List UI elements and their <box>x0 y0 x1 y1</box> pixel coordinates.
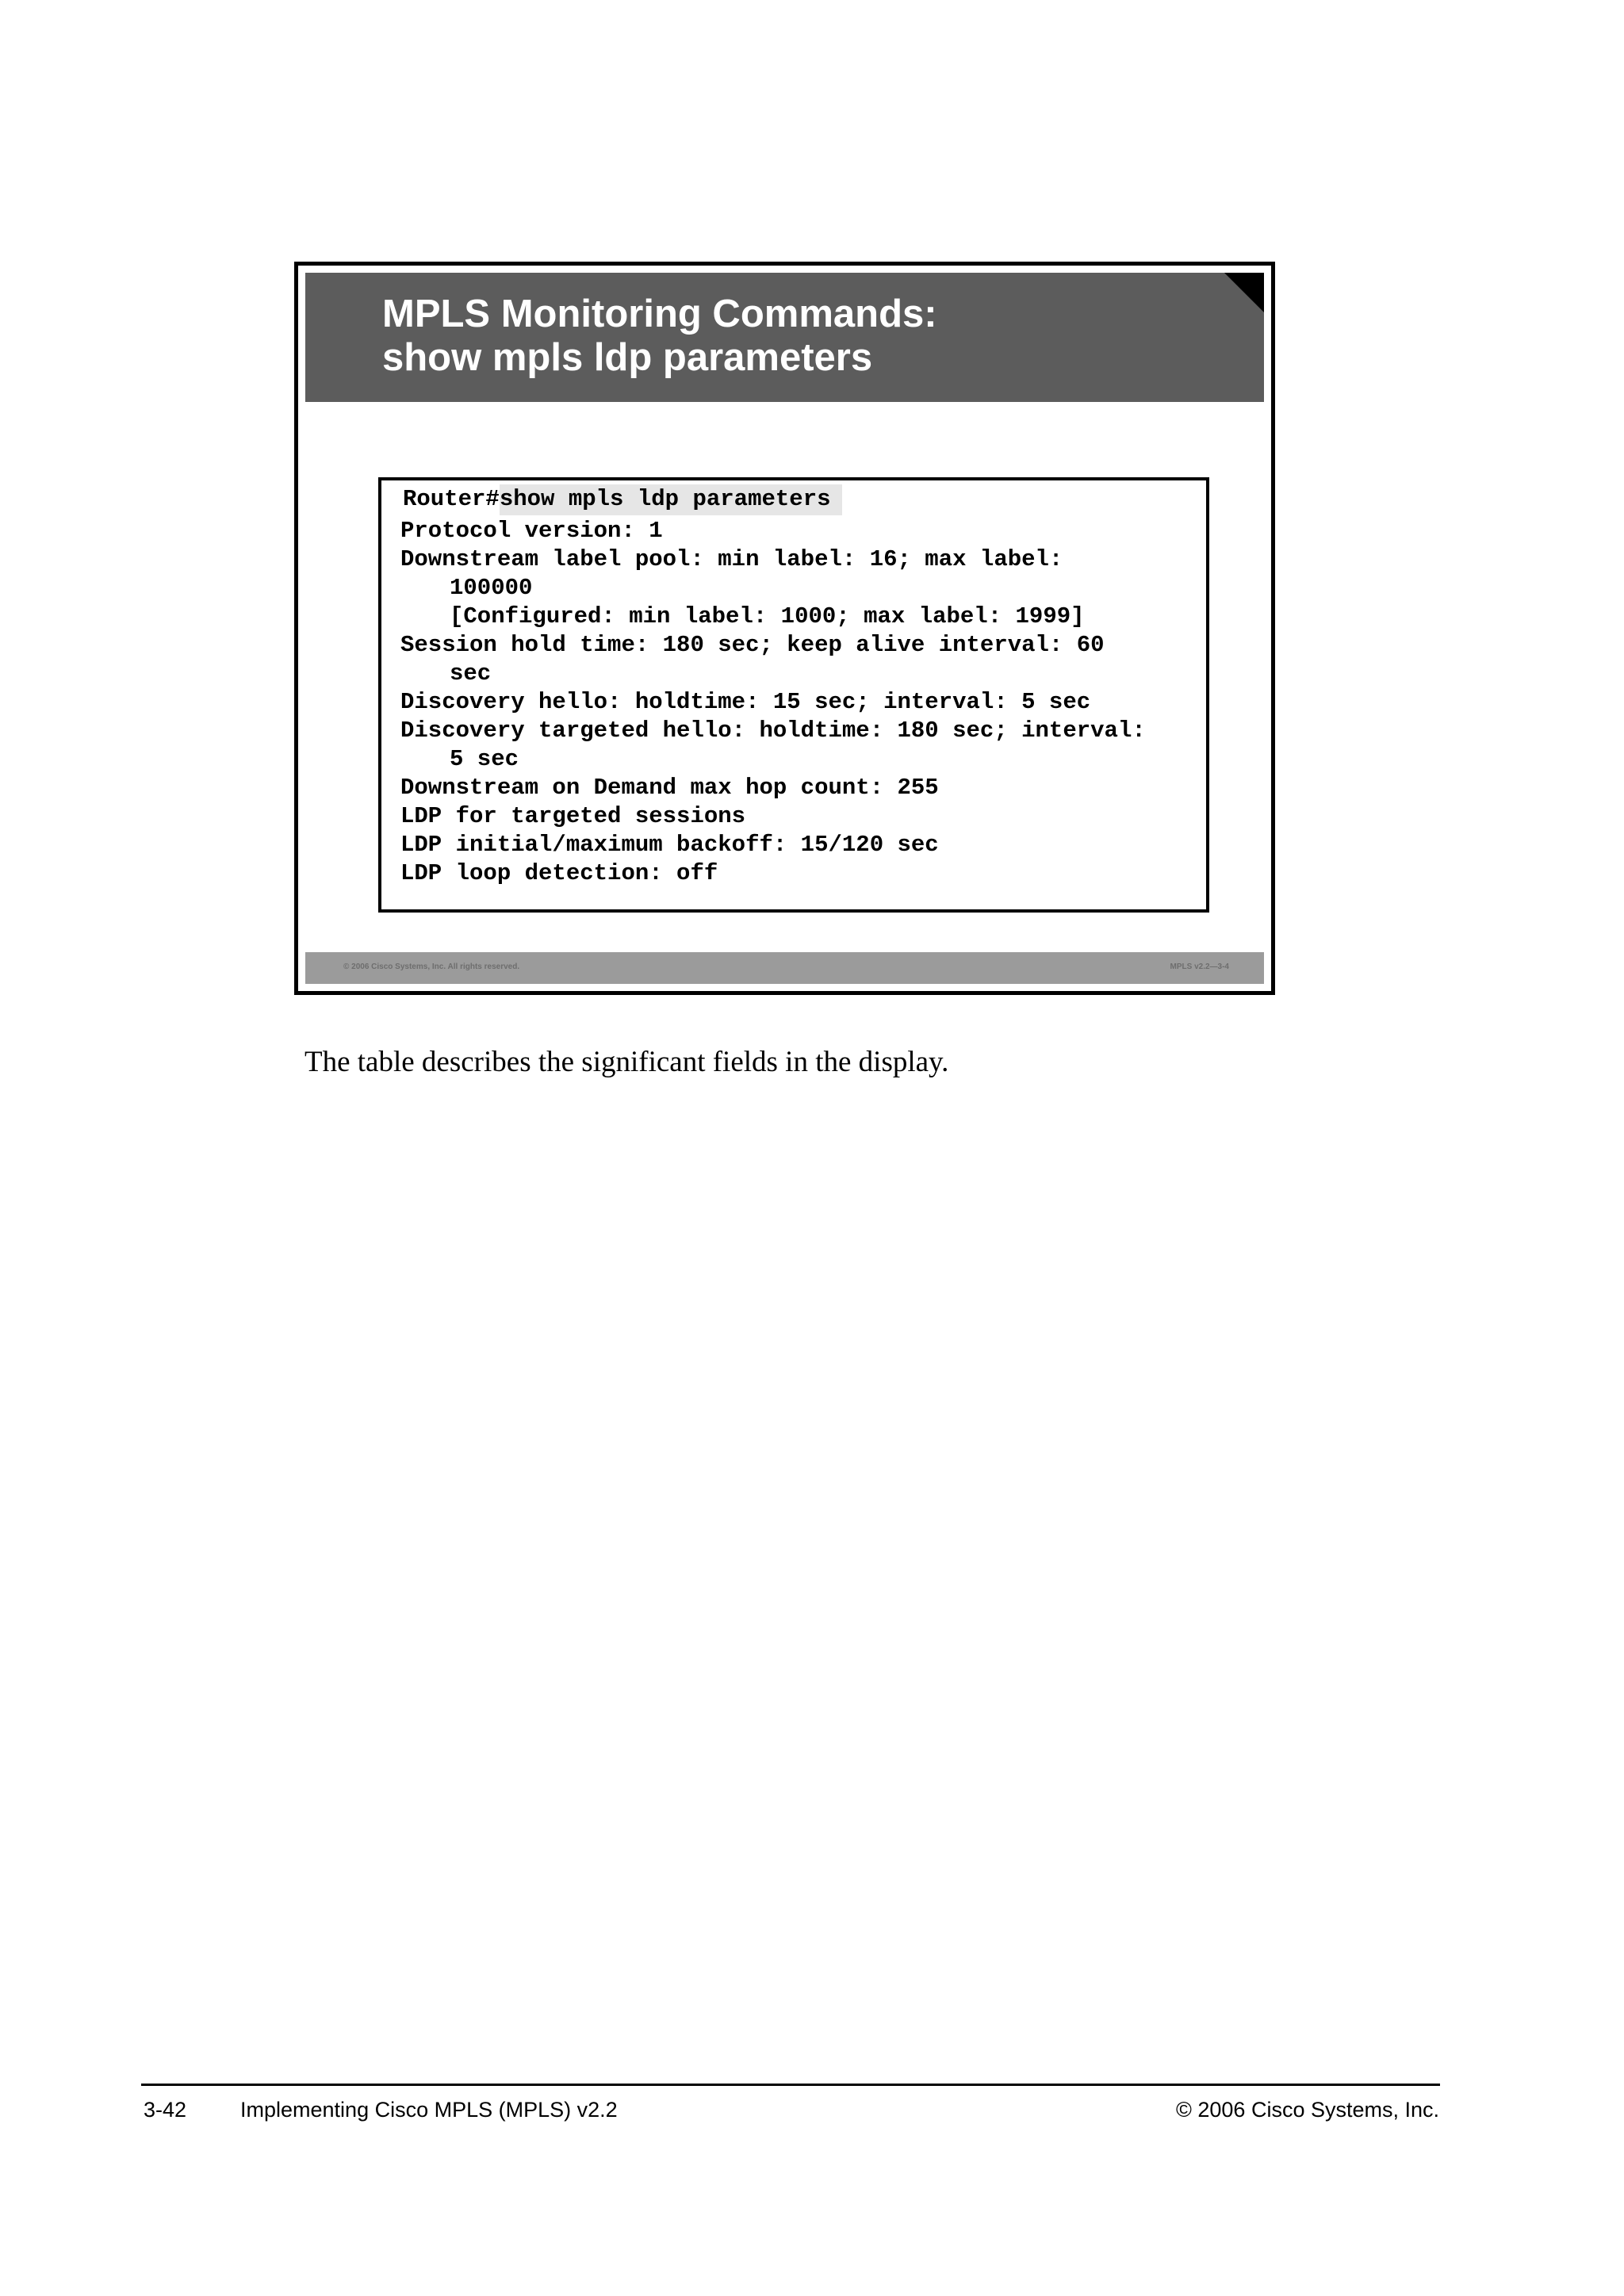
console-line: 5 sec <box>450 746 519 772</box>
slide-title-line-2: show mpls ldp parameters <box>382 336 873 379</box>
console-output-box <box>378 477 1209 913</box>
corner-triangle-icon <box>1224 273 1264 312</box>
console-line: Downstream label pool: min label: 16; max label: <box>400 546 1063 572</box>
body-paragraph: The table describes the significant fields in the display. <box>304 1046 949 1078</box>
console-line: [Configured: min label: 1000; max label: 1999] <box>450 603 1085 629</box>
page-number: 3-42 <box>144 2098 187 2122</box>
slide-title-line-1: MPLS Monitoring Commands: <box>382 293 937 335</box>
console-line: Discovery targeted hello: holdtime: 180 sec; interval: <box>400 718 1146 744</box>
slide-header <box>305 273 1264 402</box>
console-line: Protocol version: 1 <box>400 518 663 544</box>
slide-footer-slide-number: MPLS v2.2—3-4 <box>1170 962 1229 971</box>
page-copyright: © 2006 Cisco Systems, Inc. <box>1175 2098 1439 2122</box>
slide-footer-copyright: © 2006 Cisco Systems, Inc. All rights reserved. <box>343 962 520 971</box>
console-line: LDP initial/maximum backoff: 15/120 sec <box>400 832 939 858</box>
console-prompt: Router# <box>403 486 500 512</box>
console-line: LDP loop detection: off <box>400 860 718 886</box>
console-command-line <box>403 485 842 514</box>
slide-title <box>382 293 937 380</box>
console-line: 100000 <box>450 575 533 601</box>
console-line: Session hold time: 180 sec; keep alive interval: 60 <box>400 632 1105 658</box>
book-title: Implementing Cisco MPLS (MPLS) v2.2 <box>240 2098 618 2122</box>
slide-frame <box>294 262 1275 995</box>
slide-content <box>305 273 1264 984</box>
console-line: Discovery hello: holdtime: 15 sec; interval: 5 sec <box>400 689 1091 715</box>
page-footer-rule <box>141 2084 1440 2086</box>
console-command: show mpls ldp parameters <box>500 484 842 515</box>
console-line: LDP for targeted sessions <box>400 803 746 829</box>
console-line: sec <box>450 660 492 687</box>
slide-footer <box>305 952 1264 984</box>
console-line: Downstream on Demand max hop count: 255 <box>400 775 939 801</box>
